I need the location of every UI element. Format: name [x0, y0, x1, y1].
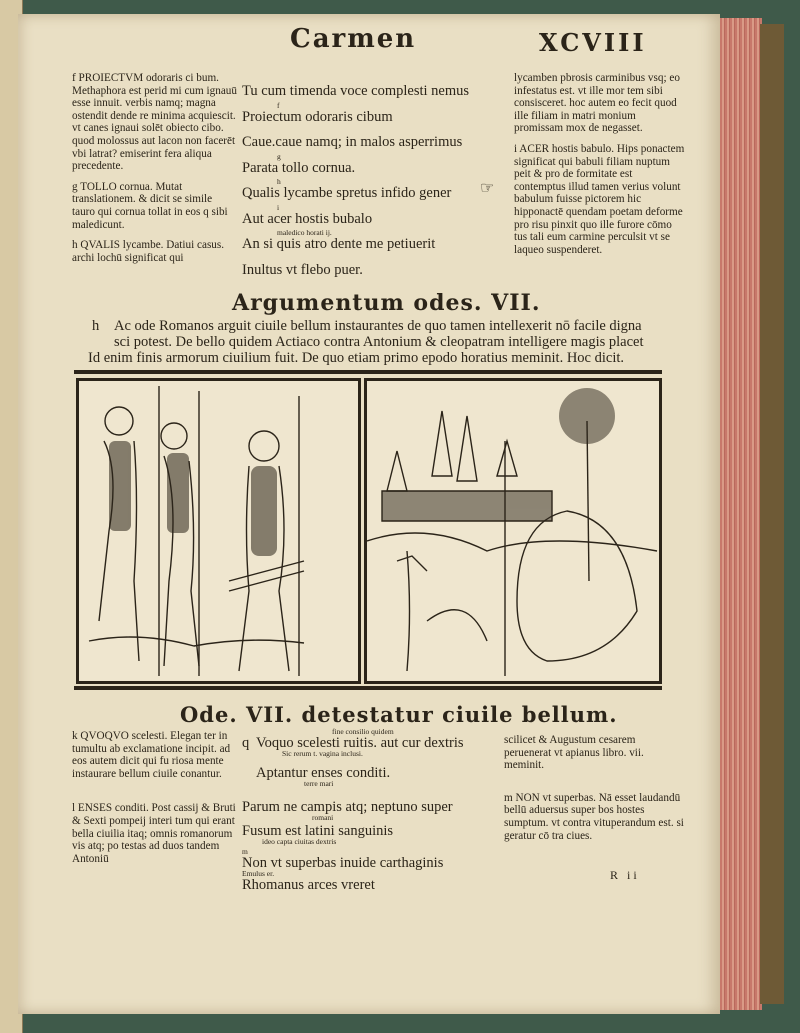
gloss-paragraph: f PROIECTVM odoraris ci bum. Methaphora est perid mi cum ignauū esse innuit. verbis namq; magna ostendit dende re minima acquiescit. vt canes ignaui solēt obiecto cibo. quod molossus aut lacon non facerēt vbi latrat? emiserint fera aliqua precedente. — [72, 72, 237, 173]
verse-line: Inultus vt flebo puer. — [242, 261, 363, 278]
gloss-paragraph: k QVOQVO scelesti. Elegan ter in tumultu ab exclamatione incipit. ad eos autem dicit qui fu riosa mente instaurare bellum ciuile conantur. — [72, 730, 231, 780]
running-head-title: Carmen — [290, 24, 417, 54]
manicule-icon: ☞ — [480, 178, 495, 197]
argument-line: sci potest. De bello quidem Actiaco contra Antonium & cleopatram intelligere magis placet — [114, 334, 644, 350]
book-cover-edge — [760, 24, 784, 1004]
woodcut-blank-panel — [308, 378, 361, 684]
ode-verse-line: Fusum est latini sanguinis ideo capta ciuitas dextris — [242, 823, 394, 846]
illustration-bottom-rule — [74, 686, 662, 690]
ode-title: Ode. VII. detestatur ciuile bellum. — [180, 702, 618, 727]
ode-verse-line: Parum ne campis atq; neptuno super romani — [242, 799, 453, 822]
ode-gloss-left — [72, 730, 242, 873]
page-block-edge — [720, 18, 762, 1010]
landscape-drawing — [367, 381, 659, 681]
soldiers-drawing — [79, 381, 309, 681]
ode-verse — [242, 728, 512, 898]
gloss-right-top — [514, 72, 686, 292]
verse-line: h Qualis lycambe spretus infido gener — [242, 177, 452, 201]
gloss-paragraph: h QVALIS lycambe. Datiui casus. archi lochū significat qui — [72, 239, 225, 264]
ode-gloss-right — [504, 734, 684, 850]
argument-title: Argumentum odes. VII. — [232, 290, 541, 316]
signature-mark: R ii — [610, 868, 640, 882]
verse-line: f Proiectum odoraris cibum — [242, 100, 393, 125]
gloss-paragraph: lycamben pbrosis carminibus vsq; eo infestatus est. vt ille mor tem sibi consisceret. hoc autem eo fecit quod ille filiam in matri monium promissam mox de negasset. — [514, 72, 680, 135]
gloss-paragraph: i ACER hostis babulo. Hips ponactem significat qui babuli filiam nuptum peit & pro de formitate est contemptus illud tamen verius volunt babulum fuisse pictorem hic hipponactē quendam poetam deforme pro risu pinxit quo ille furore cōmo tus tali eum carmine perculsit vt se laqueo suspenderet. — [514, 142, 685, 256]
verse-top — [242, 76, 502, 280]
argument-marker: h — [92, 318, 100, 334]
verse-line: maledico horati ij. An si quis atro dente me petiuerit — [242, 228, 436, 252]
ode-verse-line: fine consilio quidem q Voquo scelesti ruitis. aut cur dextris Sic rerum t. vagina inclusi. — [242, 727, 464, 758]
verse-line: g Parata tollo cornua. — [242, 151, 356, 176]
gloss-paragraph: g TOLLO cornua. Mutat translationem. & dicit se simile tauro qui cornua tollat in eos q sibi maledicunt. — [72, 180, 228, 231]
ode-verse-line: m Non vt superbas inuide carthaginis Emulus er. — [242, 847, 444, 878]
gloss-paragraph: l ENSES conditi. Post cassij & Bruti & Sexti pompeij interi tum qui erant bella ciuilia itaq; omnis romanorum vis atq; po testas ad duos tandem Antoniū — [72, 802, 236, 865]
verse-line: i Aut acer hostis bubalo — [242, 202, 373, 227]
gloss-paragraph: scilicet & Augustum cesarem peruenerat vt apianus libro. vii. meminit. — [504, 734, 644, 772]
ode-verse-line: Rhomanus arces vreret — [242, 877, 375, 893]
argument-line: Ac ode Romanos arguit ciuile bellum instaurantes de quo tamen intellexerit nō facile digna — [114, 318, 642, 334]
book-page — [18, 14, 720, 1014]
woodcut-landscape — [364, 378, 662, 684]
verse-line: Tu cum timenda voce complesti nemus — [242, 83, 470, 99]
verse-line: Caue.caue namq; in malos asperrimus — [242, 134, 463, 150]
woodcut-soldiers — [76, 378, 312, 684]
illustration-top-rule — [74, 370, 662, 374]
folio-number: XCVIII — [539, 28, 647, 57]
gloss-left-top — [72, 72, 237, 296]
ode-verse-line: Aptantur enses conditi. terre mari — [256, 765, 391, 788]
argument-body — [88, 318, 688, 366]
argument-line: Id enim finis armorum ciuilium fuit. De quo etiam primo epodo horatius meminit. Hoc dicit. — [88, 350, 624, 366]
gloss-paragraph: m NON vt superbas. Nā esset laudandū bellū aduersus super bos hostes sumptum. vt contra vituperandum est. si geratur cō tra ciues. — [504, 791, 684, 842]
